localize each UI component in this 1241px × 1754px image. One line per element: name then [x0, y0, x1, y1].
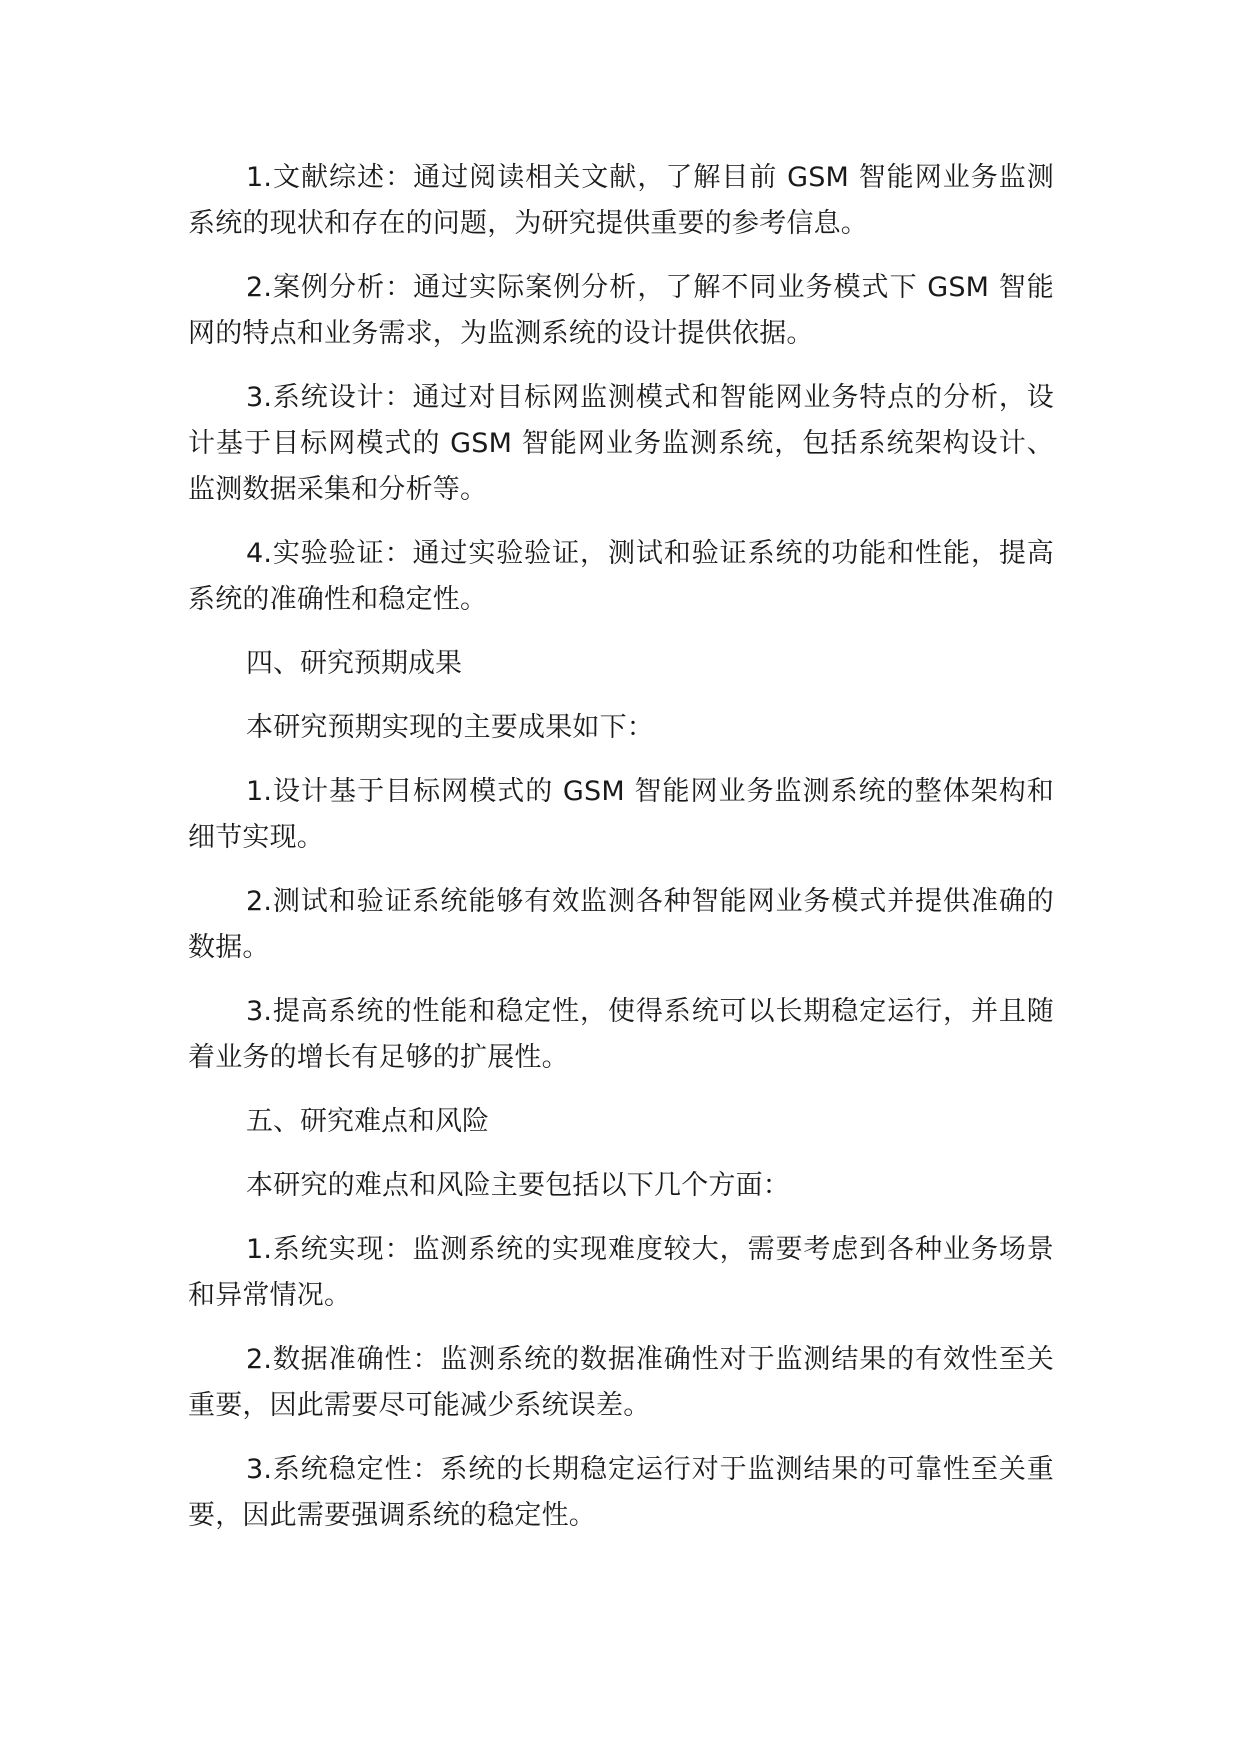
difficulty-system-stability: 3.系统稳定性：系统的长期稳定运行对于监测结果的可靠性至关重要，因此需要强调系统的稳定性。 [188, 1454, 1054, 1531]
difficulties-intro: 本研究的难点和风险主要包括以下几个方面： [246, 1170, 790, 1201]
section-heading-difficulties-risks: 五、研究难点和风险 [246, 1106, 489, 1137]
section-heading-expected-results: 四、研究预期成果 [246, 648, 462, 679]
method-case-analysis: 2.案例分析：通过实际案例分析，了解不同业务模式下 GSM 智能网的特点和业务需求，为监测系统的设计提供依据。 [188, 272, 1054, 349]
expected-result-2: 2.测试和验证系统能够有效监测各种智能网业务模式并提供准确的数据。 [188, 886, 1054, 963]
expected-result-1: 1.设计基于目标网模式的 GSM 智能网业务监测系统的整体架构和细节实现。 [188, 776, 1054, 853]
expected-results-intro: 本研究预期实现的主要成果如下： [246, 712, 654, 743]
difficulty-data-accuracy: 2.数据准确性：监测系统的数据准确性对于监测结果的有效性至关重要，因此需要尽可能减少系统误差。 [188, 1344, 1054, 1421]
method-experiment-validation: 4.实验验证：通过实验验证，测试和验证系统的功能和性能，提高系统的准确性和稳定性。 [188, 538, 1054, 615]
method-literature-review: 1.文献综述：通过阅读相关文献，了解目前 GSM 智能网业务监测系统的现状和存在的问题，为研究提供重要的参考信息。 [188, 162, 1054, 239]
document-page [188, 155, 1054, 1557]
difficulty-system-implementation: 1.系统实现：监测系统的实现难度较大，需要考虑到各种业务场景和异常情况。 [188, 1234, 1054, 1311]
method-system-design: 3.系统设计：通过对目标网监测模式和智能网业务特点的分析，设计基于目标网模式的 GSM 智能网业务监测系统，包括系统架构设计、监测数据采集和分析等。 [188, 382, 1054, 505]
expected-result-3: 3.提高系统的性能和稳定性，使得系统可以长期稳定运行，并且随着业务的增长有足够的扩展性。 [188, 996, 1054, 1073]
